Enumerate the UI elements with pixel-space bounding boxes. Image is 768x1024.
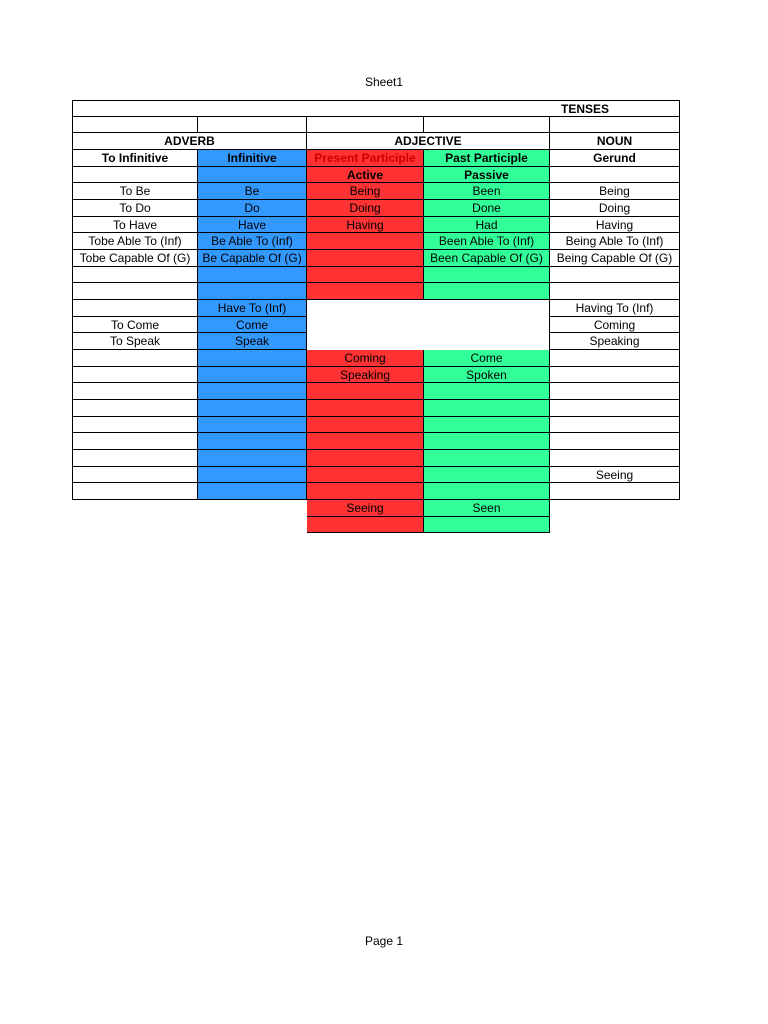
- past-participle-cell: [424, 267, 550, 284]
- table-cell: [198, 117, 307, 134]
- gerund-cell: [550, 350, 680, 367]
- infinitive-cell: Have To (Inf): [198, 300, 307, 317]
- passive-subheader: Passive: [424, 167, 550, 184]
- past-participle-cell: [424, 450, 550, 467]
- present-participle-cell: Doing: [307, 200, 424, 217]
- to-infinitive-cell: [72, 400, 198, 417]
- table-cell: [198, 167, 307, 184]
- past-participle-cell: [424, 483, 550, 500]
- to-infinitive-cell: [72, 467, 198, 484]
- gerund-cell: Having To (Inf): [550, 300, 680, 317]
- present-participle-cell: [307, 283, 424, 300]
- to-infinitive-cell: To Be: [72, 183, 198, 200]
- infinitive-cell: [198, 400, 307, 417]
- past-participle-cell: Spoken: [424, 367, 550, 384]
- to-infinitive-cell: [72, 283, 198, 300]
- adjective-header: ADJECTIVE: [307, 133, 550, 150]
- infinitive-cell: [198, 383, 307, 400]
- gerund-cell: [550, 400, 680, 417]
- tenses-header: TENSES: [72, 100, 680, 117]
- present-participle-cell: Speaking: [307, 367, 424, 384]
- infinitive-cell: [198, 283, 307, 300]
- to-infinitive-header: To Infinitive: [72, 150, 198, 167]
- present-participle-cell: [307, 433, 424, 450]
- to-infinitive-cell: To Speak: [72, 333, 198, 350]
- infinitive-cell: Have: [198, 217, 307, 234]
- to-infinitive-cell: [72, 383, 198, 400]
- table-cell: [550, 167, 680, 184]
- gerund-cell: Doing: [550, 200, 680, 217]
- gerund-header: Gerund: [550, 150, 680, 167]
- to-infinitive-cell: To Have: [72, 217, 198, 234]
- infinitive-cell: [198, 267, 307, 284]
- past-participle-cell: [424, 283, 550, 300]
- infinitive-cell: [198, 417, 307, 434]
- to-infinitive-cell: [72, 450, 198, 467]
- past-participle-cell: [424, 400, 550, 417]
- table-cell: [424, 117, 550, 134]
- to-infinitive-cell: [72, 433, 198, 450]
- gerund-cell: [550, 450, 680, 467]
- table-cell: [72, 117, 198, 134]
- present-participle-cell: [307, 250, 424, 267]
- infinitive-cell: Be: [198, 183, 307, 200]
- gerund-cell: [550, 267, 680, 284]
- to-infinitive-cell: Tobe Capable Of (G): [72, 250, 198, 267]
- infinitive-cell: [198, 433, 307, 450]
- present-participle-cell: [307, 267, 424, 284]
- to-infinitive-cell: To Do: [72, 200, 198, 217]
- present-participle-cell: [307, 517, 424, 534]
- present-participle-cell: Coming: [307, 350, 424, 367]
- infinitive-cell: [198, 367, 307, 384]
- table-cell: [307, 117, 424, 134]
- infinitive-cell: Be Able To (Inf): [198, 233, 307, 250]
- past-participle-cell: [424, 383, 550, 400]
- past-participle-cell: [424, 433, 550, 450]
- past-participle-cell: Done: [424, 200, 550, 217]
- to-infinitive-cell: [72, 300, 198, 317]
- table-cell: [550, 117, 680, 134]
- noun-header: NOUN: [550, 133, 680, 150]
- to-infinitive-cell: To Come: [72, 317, 198, 334]
- present-participle-header: Present Participle: [307, 150, 424, 167]
- present-participle-cell: Seeing: [307, 500, 424, 517]
- to-infinitive-cell: Tobe Able To (Inf): [72, 233, 198, 250]
- past-participle-cell: [424, 417, 550, 434]
- infinitive-cell: [198, 450, 307, 467]
- gerund-cell: [550, 433, 680, 450]
- to-infinitive-cell: [72, 350, 198, 367]
- present-participle-cell: Having: [307, 217, 424, 234]
- past-participle-header: Past Participle: [424, 150, 550, 167]
- past-participle-cell: [424, 517, 550, 534]
- to-infinitive-cell: [72, 267, 198, 284]
- gerund-cell: [550, 367, 680, 384]
- present-participle-cell: [307, 467, 424, 484]
- gerund-cell: Being Able To (Inf): [550, 233, 680, 250]
- past-participle-cell: [424, 467, 550, 484]
- to-infinitive-cell: [72, 367, 198, 384]
- present-participle-cell: [307, 450, 424, 467]
- infinitive-cell: [198, 467, 307, 484]
- sheet-title: Sheet1: [364, 75, 404, 89]
- present-participle-cell: [307, 233, 424, 250]
- infinitive-header: Infinitive: [198, 150, 307, 167]
- active-subheader: Active: [307, 167, 424, 184]
- gerund-cell: Having: [550, 217, 680, 234]
- present-participle-cell: [307, 417, 424, 434]
- infinitive-cell: Be Capable Of (G): [198, 250, 307, 267]
- gerund-cell: [550, 283, 680, 300]
- infinitive-cell: Come: [198, 317, 307, 334]
- gerund-cell: [550, 483, 680, 500]
- past-participle-cell: Been Able To (Inf): [424, 233, 550, 250]
- present-participle-cell: [307, 400, 424, 417]
- past-participle-cell: Been: [424, 183, 550, 200]
- infinitive-cell: Do: [198, 200, 307, 217]
- gerund-cell: Coming: [550, 317, 680, 334]
- gerund-cell: Seeing: [550, 467, 680, 484]
- gerund-cell: [550, 383, 680, 400]
- to-infinitive-cell: [72, 417, 198, 434]
- adverb-header: ADVERB: [72, 133, 307, 150]
- page-footer: Page 1: [364, 934, 404, 948]
- infinitive-cell: [198, 483, 307, 500]
- gerund-cell: Being Capable Of (G): [550, 250, 680, 267]
- past-participle-cell: Been Capable Of (G): [424, 250, 550, 267]
- blank-area: [307, 300, 550, 350]
- infinitive-cell: [198, 350, 307, 367]
- present-participle-cell: [307, 383, 424, 400]
- to-infinitive-cell: [72, 483, 198, 500]
- past-participle-cell: Seen: [424, 500, 550, 517]
- gerund-cell: Speaking: [550, 333, 680, 350]
- infinitive-cell: Speak: [198, 333, 307, 350]
- past-participle-cell: Had: [424, 217, 550, 234]
- past-participle-cell: Come: [424, 350, 550, 367]
- table-cell: [72, 167, 198, 184]
- gerund-cell: Being: [550, 183, 680, 200]
- present-participle-cell: [307, 483, 424, 500]
- present-participle-cell: Being: [307, 183, 424, 200]
- gerund-cell: [550, 417, 680, 434]
